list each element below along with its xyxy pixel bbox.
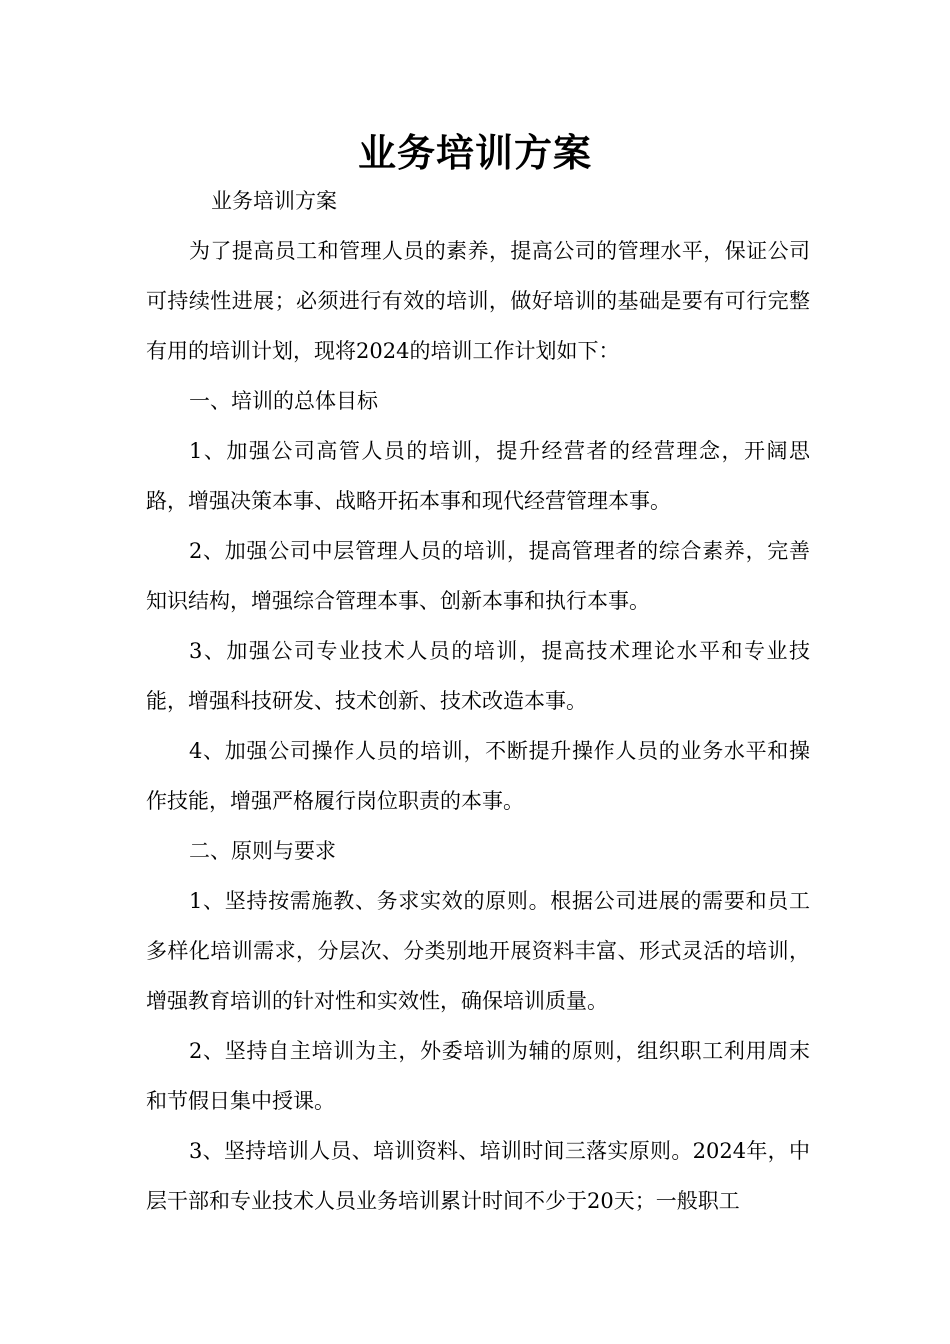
paragraph-goal-4: 4、加强公司操作人员的培训，不断提升操作人员的业务水平和操作技能，增强严格履行岗位职责的本事。 [146, 739, 810, 813]
paragraph-goal-3: 3、加强公司专业技术人员的培训，提高技术理论水平和专业技能，增强科技研发、技术创新、技术改造本事。 [146, 639, 810, 713]
document-body [146, 176, 810, 1226]
section-heading-principles: 二、原则与要求 [189, 839, 336, 863]
document-subtitle: 业务培训方案 [211, 189, 337, 213]
section-heading-goals: 一、培训的总体目标 [189, 389, 378, 413]
document-title: 业务培训方案 [357, 130, 592, 175]
paragraph-intro: 为了提高员工和管理人员的素养，提高公司的管理水平，保证公司可持续性进展；必须进行有效的培训，做好培训的基础是要有可行完整有用的培训计划，现将2024的培训工作计划如下： [146, 239, 810, 363]
paragraph-principle-3: 3、坚持培训人员、培训资料、培训时间三落实原则。2024年，中层干部和专业技术人员业务培训累计时间不少于20天；一般职工 [146, 1139, 810, 1213]
paragraph-goal-2: 2、加强公司中层管理人员的培训，提高管理者的综合素养，完善知识结构，增强综合管理本事、创新本事和执行本事。 [146, 539, 810, 613]
paragraph-principle-1: 1、坚持按需施教、务求实效的原则。根据公司进展的需要和员工多样化培训需求，分层次、分类别地开展资料丰富、形式灵活的培训，增强教育培训的针对性和实效性，确保培训质量。 [146, 889, 810, 1013]
paragraph-goal-1: 1、加强公司高管人员的培训，提升经营者的经营理念，开阔思路，增强决策本事、战略开拓本事和现代经营管理本事。 [146, 439, 810, 513]
paragraph-principle-2: 2、坚持自主培训为主，外委培训为辅的原则，组织职工利用周末和节假日集中授课。 [146, 1039, 810, 1113]
